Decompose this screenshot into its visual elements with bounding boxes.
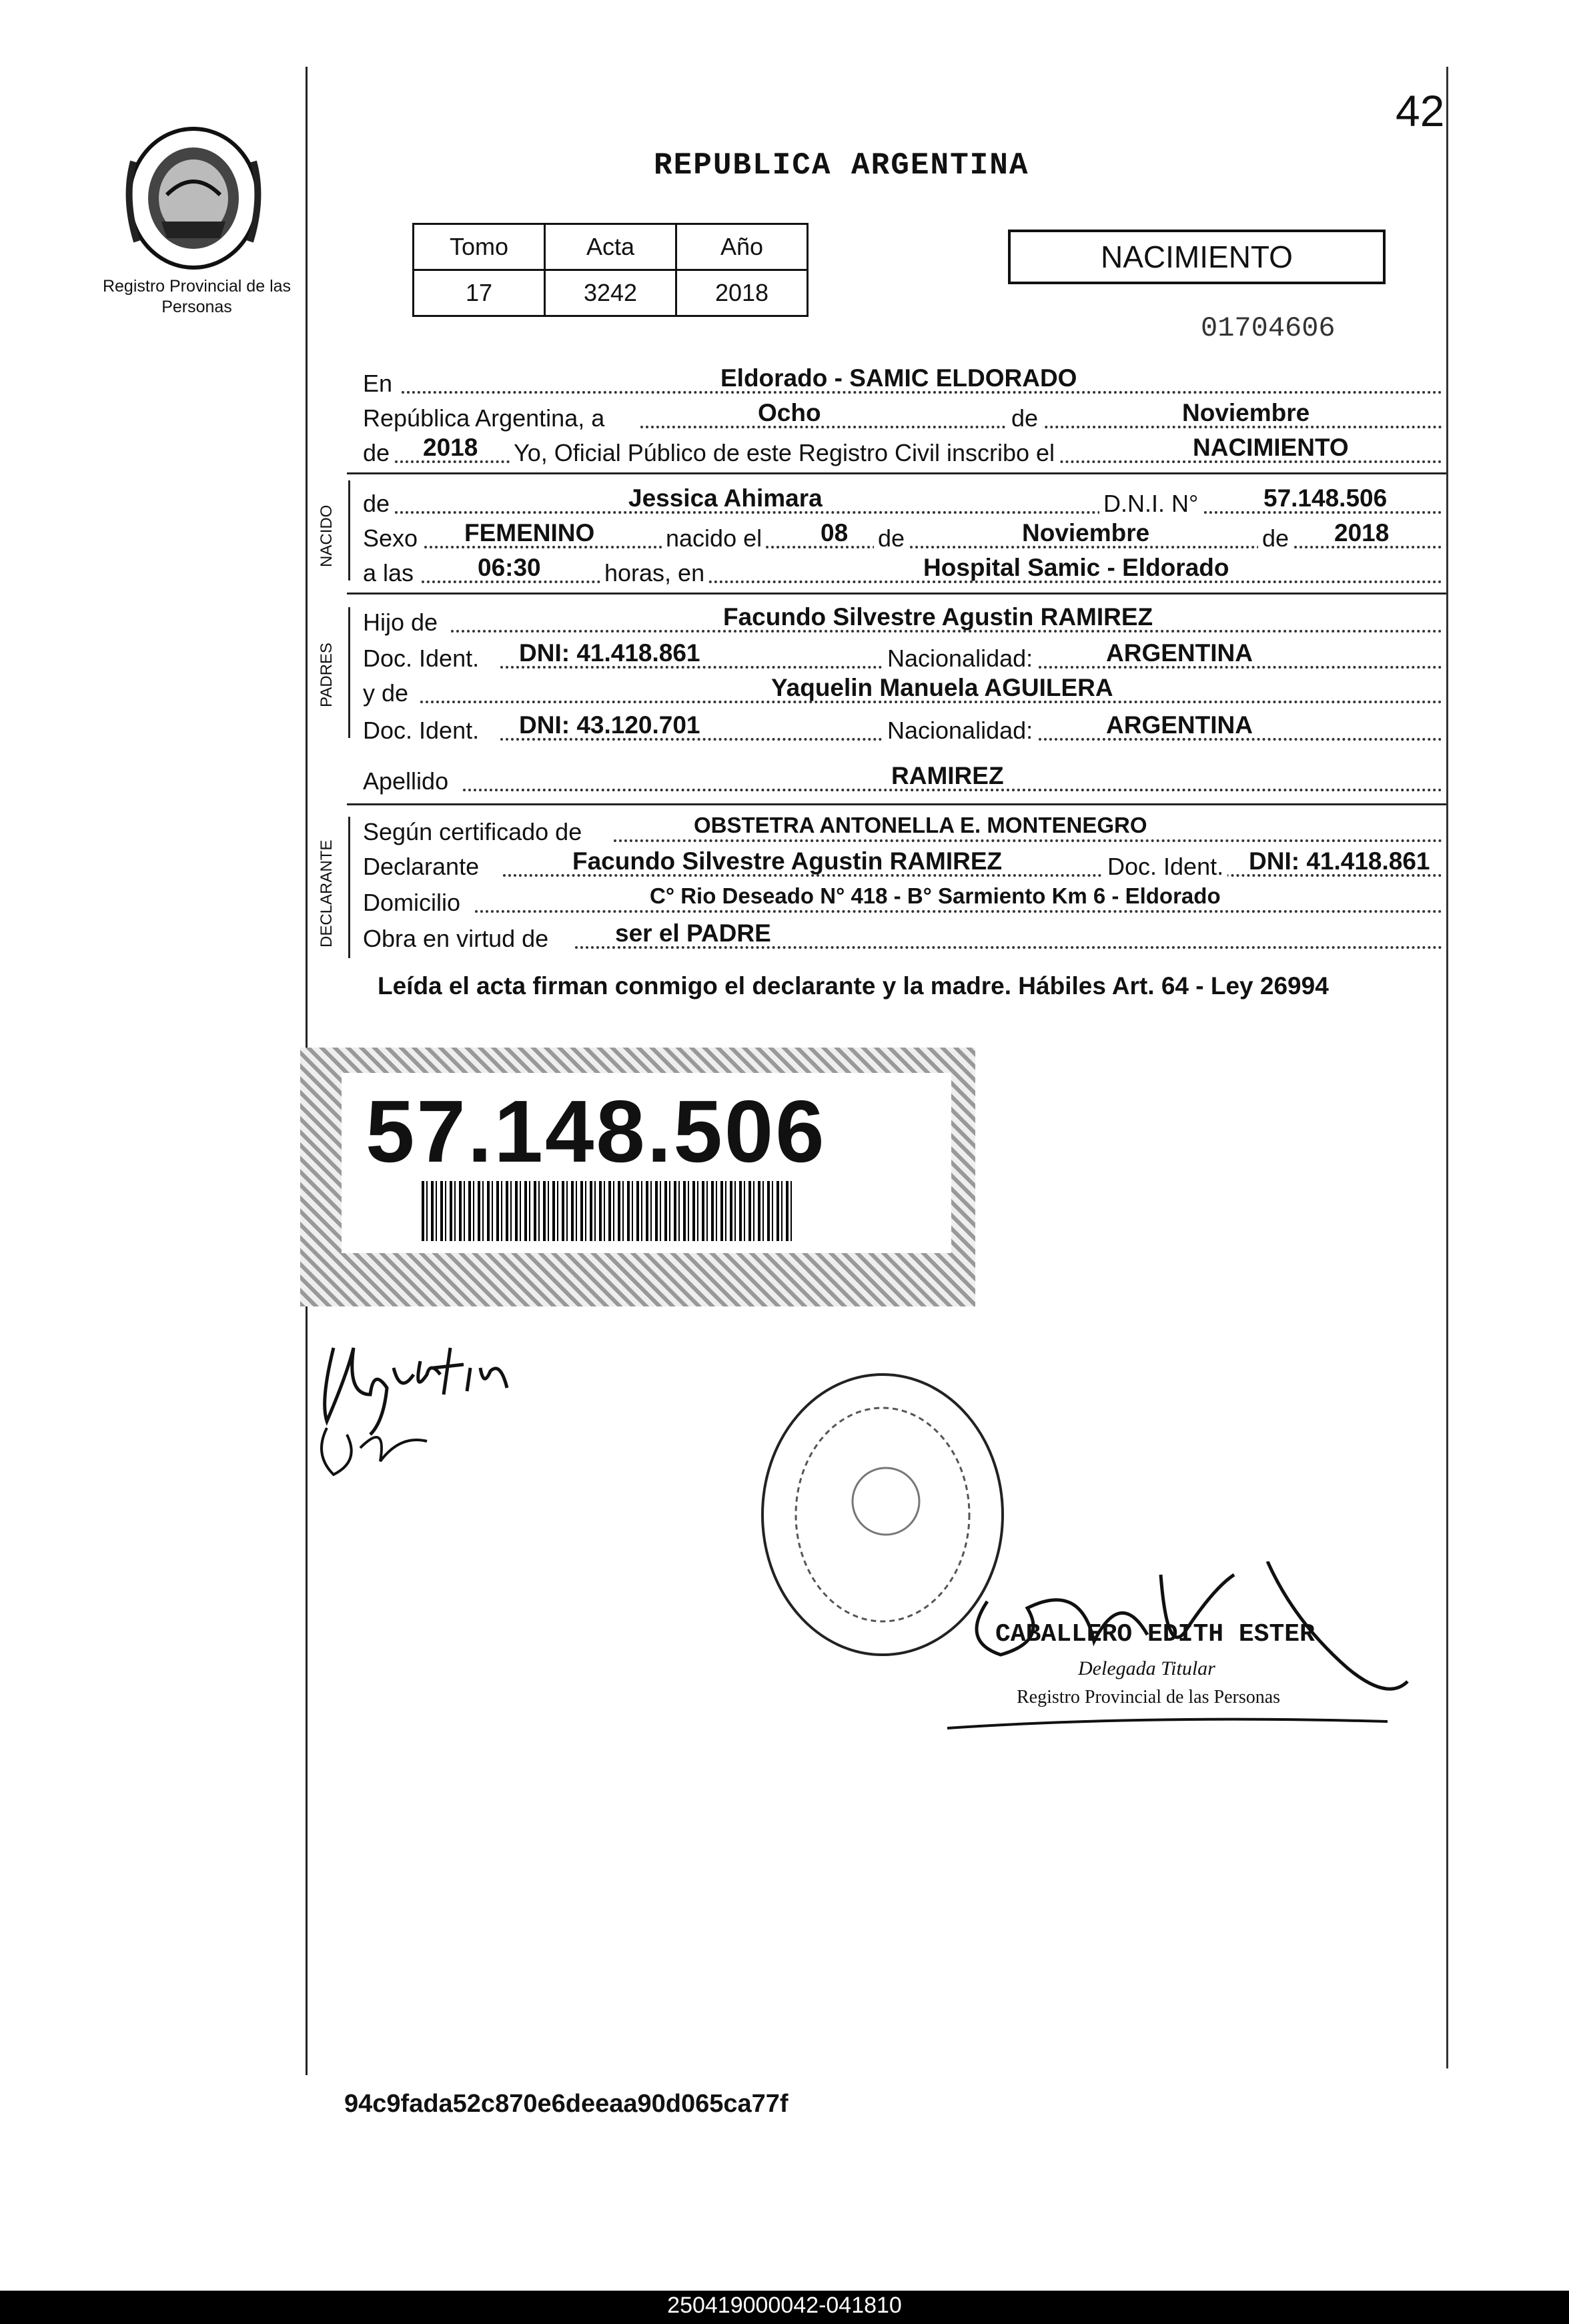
anio-value: 2018 — [1334, 519, 1390, 546]
line-declarante — [363, 849, 1444, 883]
obra-value: ser el PADRE — [615, 919, 771, 947]
dni-value: 57.148.506 — [1263, 484, 1388, 512]
line-domicilio — [363, 885, 1444, 919]
dia-value: 08 — [821, 519, 849, 546]
declarante-nombre-label: Declarante — [363, 853, 480, 880]
acta-header: Acta — [545, 224, 676, 270]
declarante-nombre: Facundo Silvestre Agustin RAMIREZ — [572, 847, 1003, 875]
line-madre-doc — [363, 713, 1444, 747]
hora-label: a las — [363, 559, 414, 587]
certificado-label: Según certificado de — [363, 818, 582, 845]
de-label: de — [1007, 404, 1042, 432]
document-hash: 94c9fada52c870e6deeaa90d065ca77f — [344, 2090, 789, 2118]
padre-dni: DNI: 41.418.861 — [519, 639, 700, 667]
sexo-value: FEMENINO — [464, 519, 595, 546]
sexo-label: Sexo — [363, 524, 418, 552]
mes-value: Noviembre — [1022, 519, 1150, 546]
separator — [347, 593, 1446, 595]
official-org: Registro Provincial de las Personas — [1017, 1687, 1281, 1707]
lugar-value: Hospital Samic - Eldorado — [923, 554, 1229, 581]
de-label-2: de — [1258, 524, 1293, 552]
tomo-value: 17 — [414, 270, 545, 316]
de-label: de — [363, 439, 390, 466]
tipo-acta: NACIMIENTO — [1193, 434, 1349, 461]
footer-id: 250419000042-041810 — [667, 2293, 902, 2318]
nacido-section-label — [318, 480, 344, 580]
mes-texto: Noviembre — [1182, 399, 1310, 426]
y-de-label: y de — [363, 679, 409, 707]
certificado-value: OBSTETRA ANTONELLA E. MONTENEGRO — [694, 813, 1147, 837]
padre-nacionalidad: ARGENTINA — [1106, 639, 1253, 667]
en-label: En — [363, 370, 393, 397]
doc-ident-label: Doc. Ident. — [363, 717, 480, 744]
de-label: de — [874, 524, 909, 552]
padres-section-label — [318, 601, 344, 738]
nombre-label: de — [363, 490, 390, 517]
anio-header: Año — [676, 224, 808, 270]
right-border-line — [1446, 67, 1448, 2068]
hora-value: 06:30 — [478, 554, 541, 581]
seal-label: Registro Provincial de las Personas — [102, 277, 292, 316]
official-role: Delegada Titular — [1078, 1657, 1215, 1679]
en-value: Eldorado - SAMIC ELDORADO — [720, 364, 1077, 392]
tomo-header: Tomo — [414, 224, 545, 270]
nacionalidad-label: Nacionalidad: — [883, 717, 1037, 745]
anio-texto: 2018 — [423, 434, 478, 461]
document-title: REPUBLICA ARGENTINA — [654, 148, 1029, 183]
line-hora — [363, 555, 1444, 590]
madre-nacionalidad: ARGENTINA — [1106, 711, 1253, 739]
hijo-de-label: Hijo de — [363, 609, 438, 636]
madre-nombre: Yaquelin Manuela AGUILERA — [771, 674, 1113, 701]
section-bar — [348, 480, 350, 580]
separator — [347, 803, 1446, 805]
domicilio-value: C° Rio Deseado N° 418 - B° Sarmiento Km 6 - Eldorado — [650, 883, 1221, 908]
dots — [475, 910, 1442, 913]
line-republica — [363, 400, 1444, 435]
dia-texto: Ocho — [758, 399, 821, 426]
dni-number: 57.148.506 — [366, 1082, 827, 1180]
nacionalidad-label: Nacionalidad: — [883, 645, 1037, 673]
section-bar — [348, 817, 350, 958]
official-name: CABALLERO EDITH ESTER — [995, 1620, 1315, 1649]
nacido-el-label: nacido el — [662, 524, 766, 552]
nacido-label: NACIDO — [318, 504, 336, 567]
inscribo-label: Yo, Oficial Público de este Registro Civil inscribo el — [510, 439, 1059, 467]
declarante-signature — [307, 1321, 600, 1495]
line-certificado — [363, 814, 1444, 849]
section-bar — [348, 607, 350, 738]
line-apellido — [363, 763, 1444, 798]
registry-table — [412, 223, 809, 317]
barcode — [422, 1181, 793, 1241]
line-nombre — [363, 486, 1444, 520]
signature-text: Agustin — [307, 1321, 310, 1322]
republica-label: República Argentina, a — [363, 404, 605, 432]
declarante-label: DECLARANTE — [318, 839, 336, 947]
page-number: 42 — [1396, 86, 1445, 135]
padre-nombre: Facundo Silvestre Agustin RAMIREZ — [723, 603, 1153, 631]
line-padre-doc — [363, 641, 1444, 675]
closing-statement: Leída el acta firman conmigo el declarante y la madre. Hábiles Art. 64 - Ley 26994 — [378, 972, 1329, 1000]
dots — [614, 839, 1442, 842]
act-type-box: NACIMIENTO — [1008, 230, 1386, 284]
line-obra — [363, 921, 1444, 955]
declarante-section-label — [318, 814, 344, 958]
obra-label: Obra en virtud de — [363, 925, 549, 952]
declarante-dni: DNI: 41.418.861 — [1249, 847, 1430, 875]
padres-label: PADRES — [318, 643, 336, 707]
anio-value: 2018 — [676, 270, 808, 316]
madre-dni: DNI: 43.120.701 — [519, 711, 700, 739]
line-madre — [363, 675, 1444, 710]
horas-label: horas, en — [600, 559, 708, 587]
line-sexo — [363, 520, 1444, 555]
domicilio-label: Domicilio — [363, 889, 461, 916]
doc-ident-label: Doc. Ident. — [1103, 853, 1227, 881]
line-de-anio — [363, 435, 1444, 470]
dni-label: D.N.I. N° — [1099, 490, 1202, 518]
acta-value: 3242 — [545, 270, 676, 316]
line-padre — [363, 605, 1444, 639]
doc-ident-label: Doc. Ident. — [363, 645, 480, 672]
official-signature — [947, 1561, 1414, 1748]
provincial-seal — [120, 121, 267, 275]
apellido-value: RAMIREZ — [891, 762, 1004, 789]
line-en — [363, 366, 1444, 400]
apellido-label: Apellido — [363, 767, 449, 795]
separator — [347, 472, 1446, 474]
nombre-value: Jessica Ahimara — [628, 484, 823, 512]
serial-number: 01704606 — [1201, 312, 1336, 344]
